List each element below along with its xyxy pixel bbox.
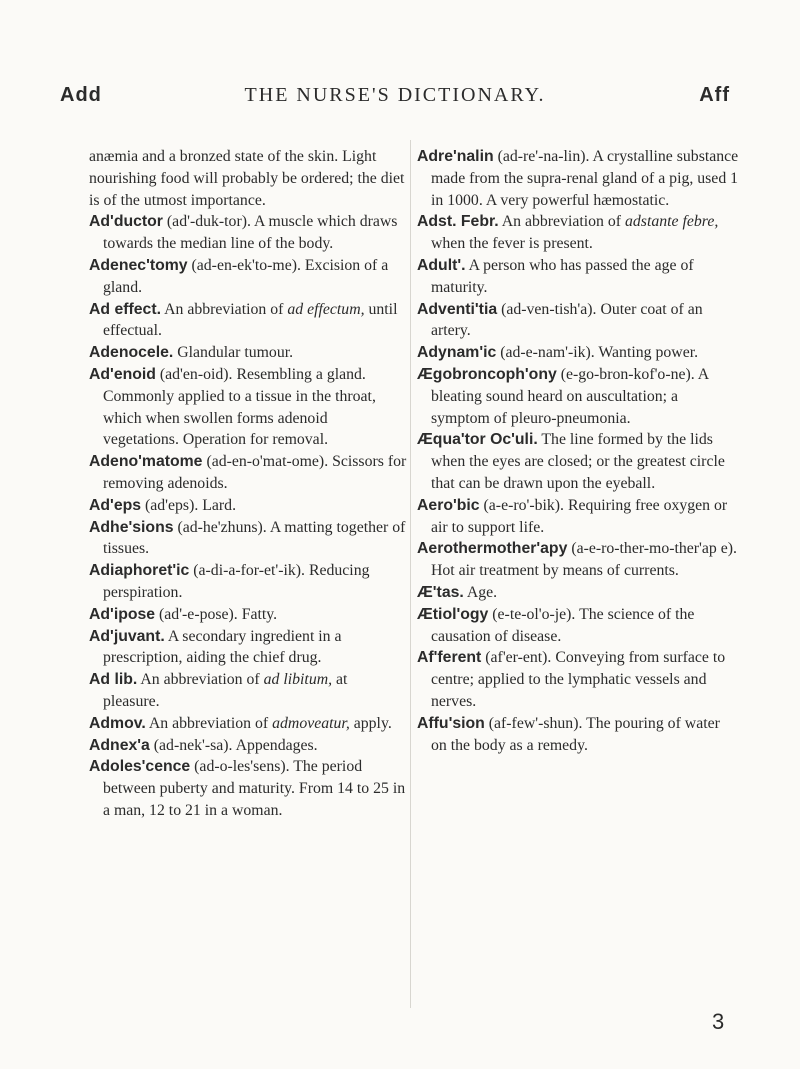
entry-headword: Adst. Febr.	[417, 213, 499, 231]
entry-pronunciation: (ad'eps).	[145, 496, 199, 514]
entry-headword: Adynam'ic	[417, 344, 497, 362]
dictionary-entry	[417, 713, 739, 757]
dictionary-entry	[89, 713, 407, 735]
entry-headword: Adult'.	[417, 256, 466, 274]
entry-pronunciation: (a-di-a-for-et'-ik).	[193, 562, 305, 580]
entry-definition-prefix: An abbreviation of	[501, 213, 622, 231]
header-right-guideword: Aff	[699, 84, 730, 106]
entry-definition: A person who has passed the age of maturity.	[431, 256, 694, 296]
entry-definition: A crystalline substance made from the supra-renal gland of a pig, used 1 in 1000. A very powerful hæmostatic.	[431, 148, 739, 209]
dictionary-entry	[89, 495, 407, 517]
dictionary-entry	[89, 342, 407, 364]
dictionary-entry	[89, 560, 407, 604]
entry-definition-prefix: An abbreviation of	[164, 300, 284, 318]
entry-definition: The science of the causation of disease.	[431, 605, 695, 645]
dictionary-entry	[89, 451, 407, 495]
dictionary-entry	[417, 211, 739, 255]
dictionary-entry	[417, 342, 739, 364]
entry-definition: Lard.	[202, 496, 237, 514]
entry-definition: A matting together of tissues.	[103, 518, 406, 558]
dictionary-entry	[89, 299, 407, 343]
entry-definition-prefix: An abbreviation of	[140, 671, 260, 689]
entry-headword: Adiaphoret'ic	[89, 562, 190, 580]
entry-pronunciation: (ad-nek'-sa).	[153, 736, 233, 754]
entry-headword: Ad lib.	[89, 671, 138, 689]
entry-definition: A bleating sound heard on auscultation; a symptom of pleuro-pneumonia.	[431, 365, 709, 427]
entry-pronunciation: (a-e-ro-ther-mo-ther'ap e).	[571, 540, 737, 558]
entry-definition: The period between puberty and maturity. From 14 to 25 in a man, 12 to 21 in a woman.	[103, 758, 406, 819]
entry-headword: Ad'enoid	[89, 365, 156, 383]
page-number: 3	[712, 1009, 725, 1034]
dictionary-entry	[89, 604, 407, 626]
header-left-guideword: Add	[60, 84, 102, 106]
dictionary-entry	[89, 364, 407, 451]
entry-headword: Æ'tas.	[417, 583, 464, 601]
dictionary-entry	[417, 495, 739, 539]
dictionary-entry	[89, 146, 407, 211]
dictionary-entry	[89, 517, 407, 561]
entry-definition: The pouring of water on the body as a remedy.	[431, 714, 720, 754]
entry-definition: Wanting power.	[598, 344, 699, 362]
dictionary-entry	[89, 669, 407, 713]
entry-headword: Ad effect.	[89, 300, 161, 318]
entry-headword: Aero'bic	[417, 496, 480, 514]
entry-headword: Ad'eps	[89, 496, 142, 514]
entry-definition: Excision of a gland.	[103, 256, 389, 296]
dictionary-entry	[417, 582, 739, 604]
dictionary-entry	[89, 211, 407, 255]
entry-definition: Fatty.	[241, 605, 278, 623]
entry-headword: Adhe'sions	[89, 518, 174, 536]
entry-headword: Ægobroncoph'ony	[417, 365, 557, 383]
entry-pronunciation: (ad-en-ek'to-me).	[191, 256, 301, 274]
entry-headword: Adenec'tomy	[89, 256, 188, 274]
entry-headword: Adre'nalin	[417, 148, 494, 165]
dictionary-entry	[89, 255, 407, 299]
entry-italic-term: ad libitum,	[263, 671, 333, 689]
entry-definition: A secondary ingredient in a prescription, aiding the chief drug.	[103, 627, 342, 667]
entry-headword: Adoles'cence	[89, 758, 191, 776]
entry-headword: Ad'juvant.	[89, 627, 165, 645]
entry-pronunciation: (ad'-duk-tor).	[166, 213, 251, 231]
header-title: THE NURSE'S DICTIONARY.	[244, 84, 546, 106]
entry-headword: Adnex'a	[89, 736, 150, 754]
entry-definition: Outer coat of an artery.	[431, 300, 703, 340]
dictionary-entry	[89, 756, 407, 821]
entry-italic-term: admoveatur,	[272, 714, 350, 732]
entry-headword: Admov.	[89, 714, 146, 732]
entry-italic-term: adstante febre,	[625, 213, 719, 231]
entry-pronunciation: (ad'-e-pose).	[159, 605, 238, 623]
entry-headword: Ad'ipose	[89, 605, 156, 623]
right-column	[417, 146, 739, 756]
entry-definition: Conveying from surface to centre; applied to the lymphatic vessels and nerves.	[431, 649, 726, 710]
left-column	[89, 146, 407, 822]
entry-definition: at pleasure.	[103, 671, 348, 710]
entry-pronunciation: (e-te-ol'o-je).	[492, 605, 576, 623]
entry-definition: Glandular tumour.	[177, 344, 294, 362]
dictionary-entry	[417, 255, 739, 299]
entry-pronunciation: (ad-re'-na-lin).	[497, 148, 590, 165]
entry-definition: Hot air treatment by means of currents.	[431, 562, 679, 580]
dictionary-entry	[417, 647, 739, 712]
entry-headword: Adenocele.	[89, 344, 174, 362]
entry-headword: Adventi'tia	[417, 300, 498, 318]
entry-pronunciation: (ad-o-les'sens).	[194, 758, 290, 776]
entry-definition: apply.	[353, 714, 392, 732]
entry-definition: Requiring free oxygen or air to support life.	[431, 496, 728, 536]
entry-pronunciation: (ad-e-nam'-ik).	[500, 344, 595, 362]
dictionary-entry	[89, 735, 407, 757]
entry-pronunciation: (af-few'-shun).	[488, 714, 583, 732]
entry-pronunciation: (af'er-ent).	[485, 649, 552, 667]
entry-headword: Ætiol'ogy	[417, 605, 489, 623]
dictionary-entry	[417, 429, 739, 494]
running-header	[60, 84, 730, 114]
entry-pronunciation: (ad-ven-tish'a).	[501, 300, 597, 318]
dictionary-entry	[417, 299, 739, 343]
entry-definition: Age.	[466, 583, 498, 601]
entry-pronunciation: (a-e-ro'-bik).	[483, 496, 564, 514]
entry-definition: The line formed by the lids when the eyes are closed; or the greatest circle that can be drawn upon the eyeball.	[431, 431, 725, 492]
entry-headword: Ad'ductor	[89, 213, 163, 231]
entry-headword: Adeno'matome	[89, 453, 203, 471]
entry-continuation-text: anæmia and a bronzed state of the skin. Light nourishing food will probably be ordered; the diet is of the utmost importance.	[89, 148, 405, 209]
entry-definition: Reducing perspiration.	[103, 562, 370, 601]
entry-definition: Resembling a gland. Commonly applied to a tissue in the throat, which when swollen forms adenoid vegetations. Operation for removal.	[103, 365, 376, 449]
entry-pronunciation: (ad-he'zhuns).	[177, 518, 267, 536]
entry-headword: Æqua'tor Oc'uli.	[417, 431, 538, 449]
dictionary-entry	[417, 364, 739, 429]
entry-headword: Aerothermother'apy	[417, 540, 568, 558]
entry-pronunciation: (ad'en-oid).	[159, 365, 233, 383]
entry-definition-prefix: An abbreviation of	[148, 714, 269, 732]
entry-pronunciation: (ad-en-o'mat-ome).	[206, 453, 329, 471]
entry-definition: until effectual.	[103, 300, 398, 340]
entry-italic-term: ad effectum,	[287, 300, 365, 318]
dictionary-entry	[417, 538, 739, 582]
dictionary-entry	[417, 604, 739, 648]
entry-definition: Scissors for removing adenoids.	[103, 453, 407, 492]
dictionary-entry	[417, 146, 739, 211]
entry-definition: A muscle which draws towards the median line of the body.	[103, 213, 398, 253]
entry-headword: Affu'sion	[417, 714, 485, 732]
entry-definition: when the fever is present.	[431, 235, 593, 253]
column-divider	[410, 140, 411, 1008]
entry-pronunciation: (e-go-bron-kof'o-ne).	[560, 365, 695, 383]
entry-headword: Af'ferent	[417, 649, 482, 667]
entry-definition: Appendages.	[235, 736, 318, 754]
dictionary-entry	[89, 626, 407, 670]
